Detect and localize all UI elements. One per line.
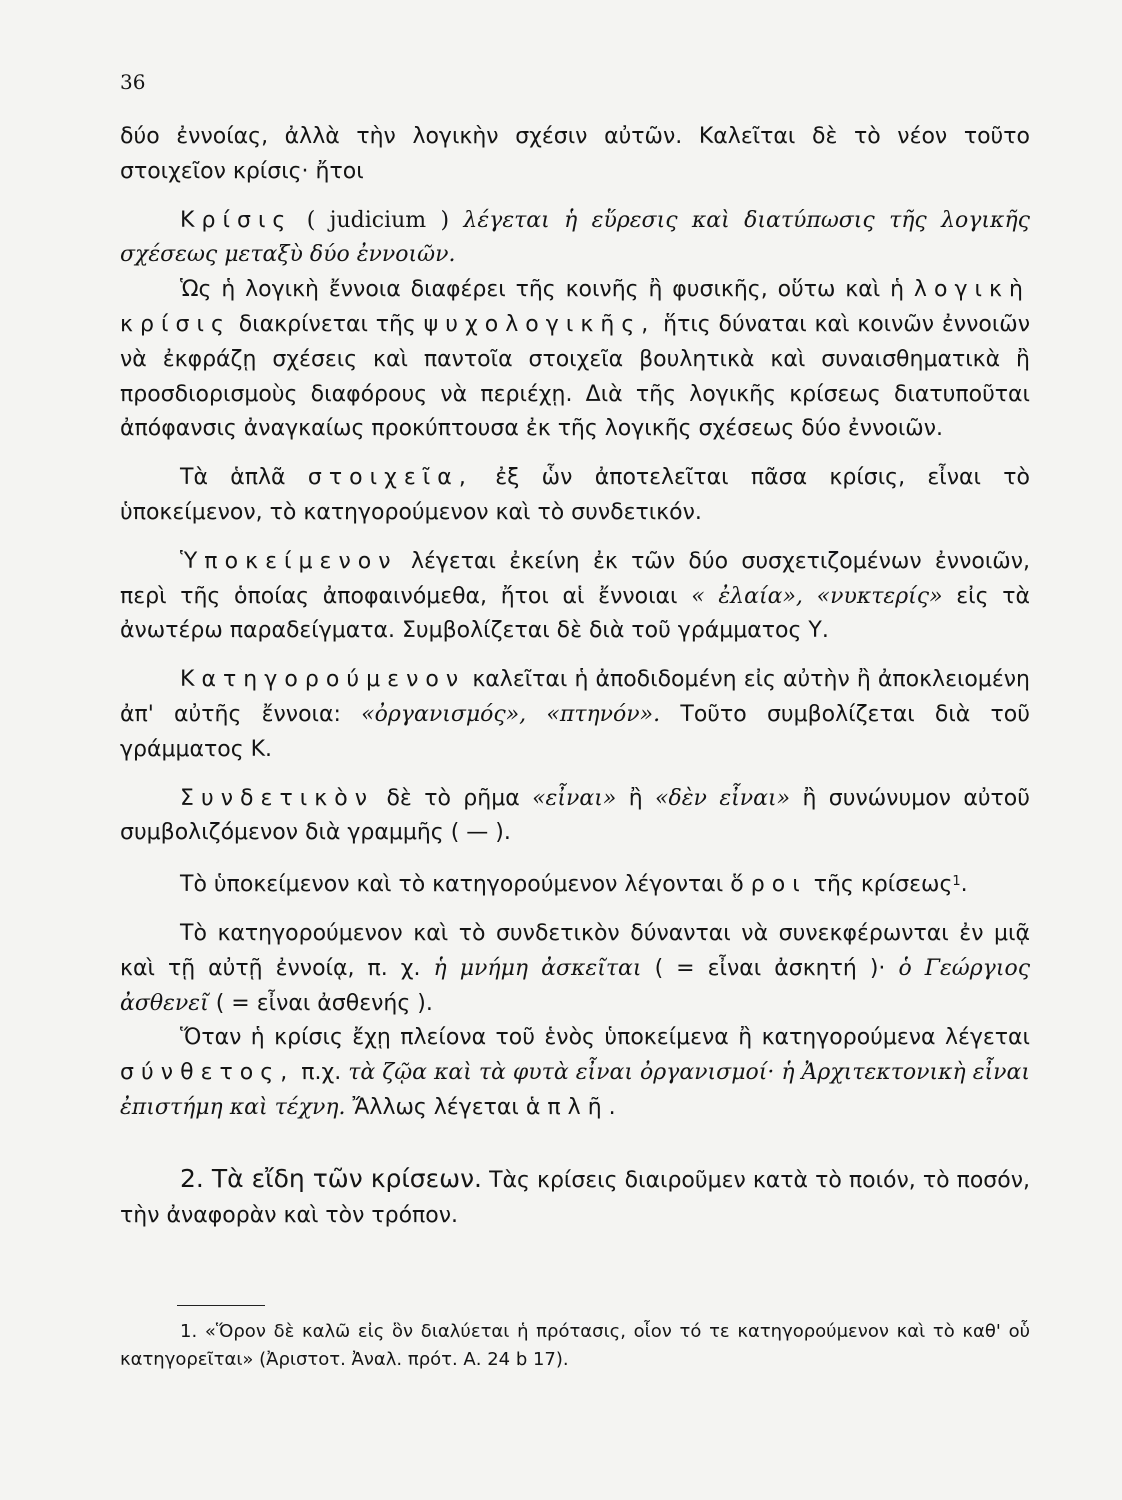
paragraph-combined: Τὸ κατηγορούμενον καὶ τὸ συνδετικὸν δύνανται νὰ συνεκφέρωνται ἐν μιᾷ καὶ τῇ αὐτῇ ἐννοίᾳ, π. χ. ἡ μνήμη ἀσκεῖται ( = εἶναι ἀσκητή )· ὁ Γεώργιος ἀσθενεῖ ( = εἶναι ἀσθενής ).: [120, 920, 1031, 1016]
example-nykteris: «νυκτερίς»: [816, 583, 943, 609]
term-elements: στοιχεῖα,: [307, 465, 473, 491]
page-number: 36: [120, 70, 146, 94]
example-mneme: ἡ μνήμη ἀσκεῖται: [433, 955, 642, 981]
term-compound: σύνθετος,: [120, 1060, 295, 1086]
paragraph-subject: Ὑποκείμενον λέγεται ἐκείνη ἐκ τῶν δύο συσχετιζομένων ἐννοιῶν, περὶ τῆς ὁποίας ἀποφαινόμεθα, ἤτοι αἱ ἔννοιαι « ἐλαία», «νυκτερίς» εἰς τὰ ἀνωτέρω παραδείγματα. Συμβολίζεται δὲ διὰ τοῦ γράμματος Υ.: [120, 548, 1030, 644]
term-logical-judgment: λογικὴ κρίσις: [120, 277, 1030, 337]
footnote-1: [120, 1318, 1030, 1374]
paragraph-definition-krisis: [120, 204, 1030, 274]
example-ptenon: «πτηνόν».: [546, 701, 661, 727]
paragraph-predicate: Κατηγορούμενον καλεῖται ἡ ἀποδιδομένη εἰς αὐτὴν ἢ ἀποκλειομένη ἀπ' αὐτῆς ἔννοια: «ὀργανισμός», «πτηνόν». Τοῦτο συμβολίζεται διὰ τοῦ γράμματος Κ.: [120, 667, 1030, 762]
term-krisis: Κρίσις: [180, 207, 293, 233]
section-heading: 2. Τὰ εἴδη τῶν κρίσεων.: [180, 1163, 482, 1193]
term-horoi: ὅροι: [730, 872, 807, 898]
term-simple: ἁπλῆ.: [525, 1094, 623, 1120]
footnote-text: «Ὅρον δὲ καλῶ εἰς ὃν διαλύεται ἡ πρότασις, οἷον τό τε κατηγορούμενον καὶ τὸ καθ' οὗ κατηγορεῖται» (Ἀριστοτ. Ἀναλ. πρότ. Α. 24 b 17).: [120, 1321, 1030, 1370]
footnote-divider: [177, 1305, 265, 1306]
term-subject: Ὑποκείμενον: [180, 548, 398, 574]
paragraph-terms: Τὸ ὑποκείμενον καὶ τὸ κατηγορούμενον λέγονται ὅροι τῆς κρίσεως$^1$.: [180, 872, 968, 898]
definition-krisis: λέγεται ἡ εὕρεσις καὶ διατύπωσις τῆς λογικῆς σχέσεως μεταξὺ δύο ἐννοιῶν.: [120, 207, 1030, 268]
term-predicate: Κατηγορούμενον: [180, 667, 466, 693]
term-psychological: ψυχολογικῆς,: [423, 311, 656, 337]
example-elaia: « ἐλαία»,: [691, 583, 803, 609]
paragraph-logical-judgment: Ὡς ἡ λογικὴ ἔννοια διαφέρει τῆς κοινῆς ἢ φυσικῆς, οὕτω καὶ ἡ λογικὴ κρίσις διακρίνεται τῆς ψυχολογικῆς, ἥτις δύναται καὶ κοινῶν ἐννοιῶν νὰ ἐκφράζῃ σχέσεις καὶ παντοῖα στοιχεῖα βουλητικὰ καὶ συναισθηματικὰ ἢ προσδιορισμοὺς διαφόρους νὰ περιέχῃ. Διὰ τῆς λογικῆς κρίσεως διατυποῦται ἀπόφανσις ἀναγκαίως προκύπτουσα ἐκ τῆς λογικῆς σχέσεως δύο ἐννοιῶν.: [120, 277, 1031, 442]
example-compound: τὰ ζῷα καὶ τὰ φυτὰ εἶναι ὀργανισμοί· ἡ Ἀρχιτεκτονικὴ εἶναι ἐπιστήμη καὶ τέχνη.: [120, 1060, 1031, 1120]
example-georgios: ὁ Γεώργιος ἀσθενεῖ: [120, 955, 1031, 1016]
paragraph-elements: Τὰ ἁπλᾶ στοιχεῖα, ἐξ ὧν ἀποτελεῖται πᾶσα κρίσις, εἶναι τὸ ὑποκείμενον, τὸ κατηγορούμενον καὶ τὸ συνδετικόν.: [120, 465, 1031, 525]
example-organismos: «ὀργανισμός»,: [361, 701, 527, 727]
section-paragraph: 2. Τὰ εἴδη τῶν κρίσεων. Τὰς κρίσεις διαιροῦμεν κατὰ τὸ ποιόν, τὸ ποσόν, τὴν ἀναφορὰν καὶ τὸν τρόπον.: [120, 1163, 1030, 1228]
example-einai: «εἶναι»: [532, 785, 617, 811]
paragraph-1: δύο ἐννοίας, ἀλλὰ τὴν λογικὴν σχέσιν αὐτῶν. Καλεῖται δὲ τὸ νέον τοῦτο στοιχεῖον κρίσις· ἤτοι: [120, 124, 1030, 184]
footnote-reference[interactable]: 1: [952, 874, 961, 890]
body-text: [120, 120, 1030, 1233]
footnote-marker: 1.: [180, 1321, 198, 1342]
term-copula: Συνδετικὸν: [180, 785, 375, 811]
footnotes: [120, 1318, 1030, 1374]
paragraph-compound: Ὅταν ἡ κρίσις ἔχῃ πλείονα τοῦ ἑνὸς ὑποκείμενα ἢ κατηγορούμενα λέγεται σύνθετος, π.χ. τὰ ζῷα καὶ τὰ φυτὰ εἶναι ὀργανισμοί· ἡ Ἀρχιτεκτονικὴ εἶναι ἐπιστήμη καὶ τέχνη. Ἄλλως λέγεται ἁπλῆ.: [120, 1025, 1031, 1120]
example-den-einai: «δὲν εἶναι»: [655, 785, 791, 811]
paragraph-copula: Συνδετικὸν δὲ τὸ ρῆμα «εἶναι» ἢ «δὲν εἶναι» ἢ συνώνυμον αὐτοῦ συμβολιζόμενον διὰ γραμμῆς ( — ).: [120, 785, 1030, 846]
latin-judicium: ( judicium ): [306, 207, 450, 233]
